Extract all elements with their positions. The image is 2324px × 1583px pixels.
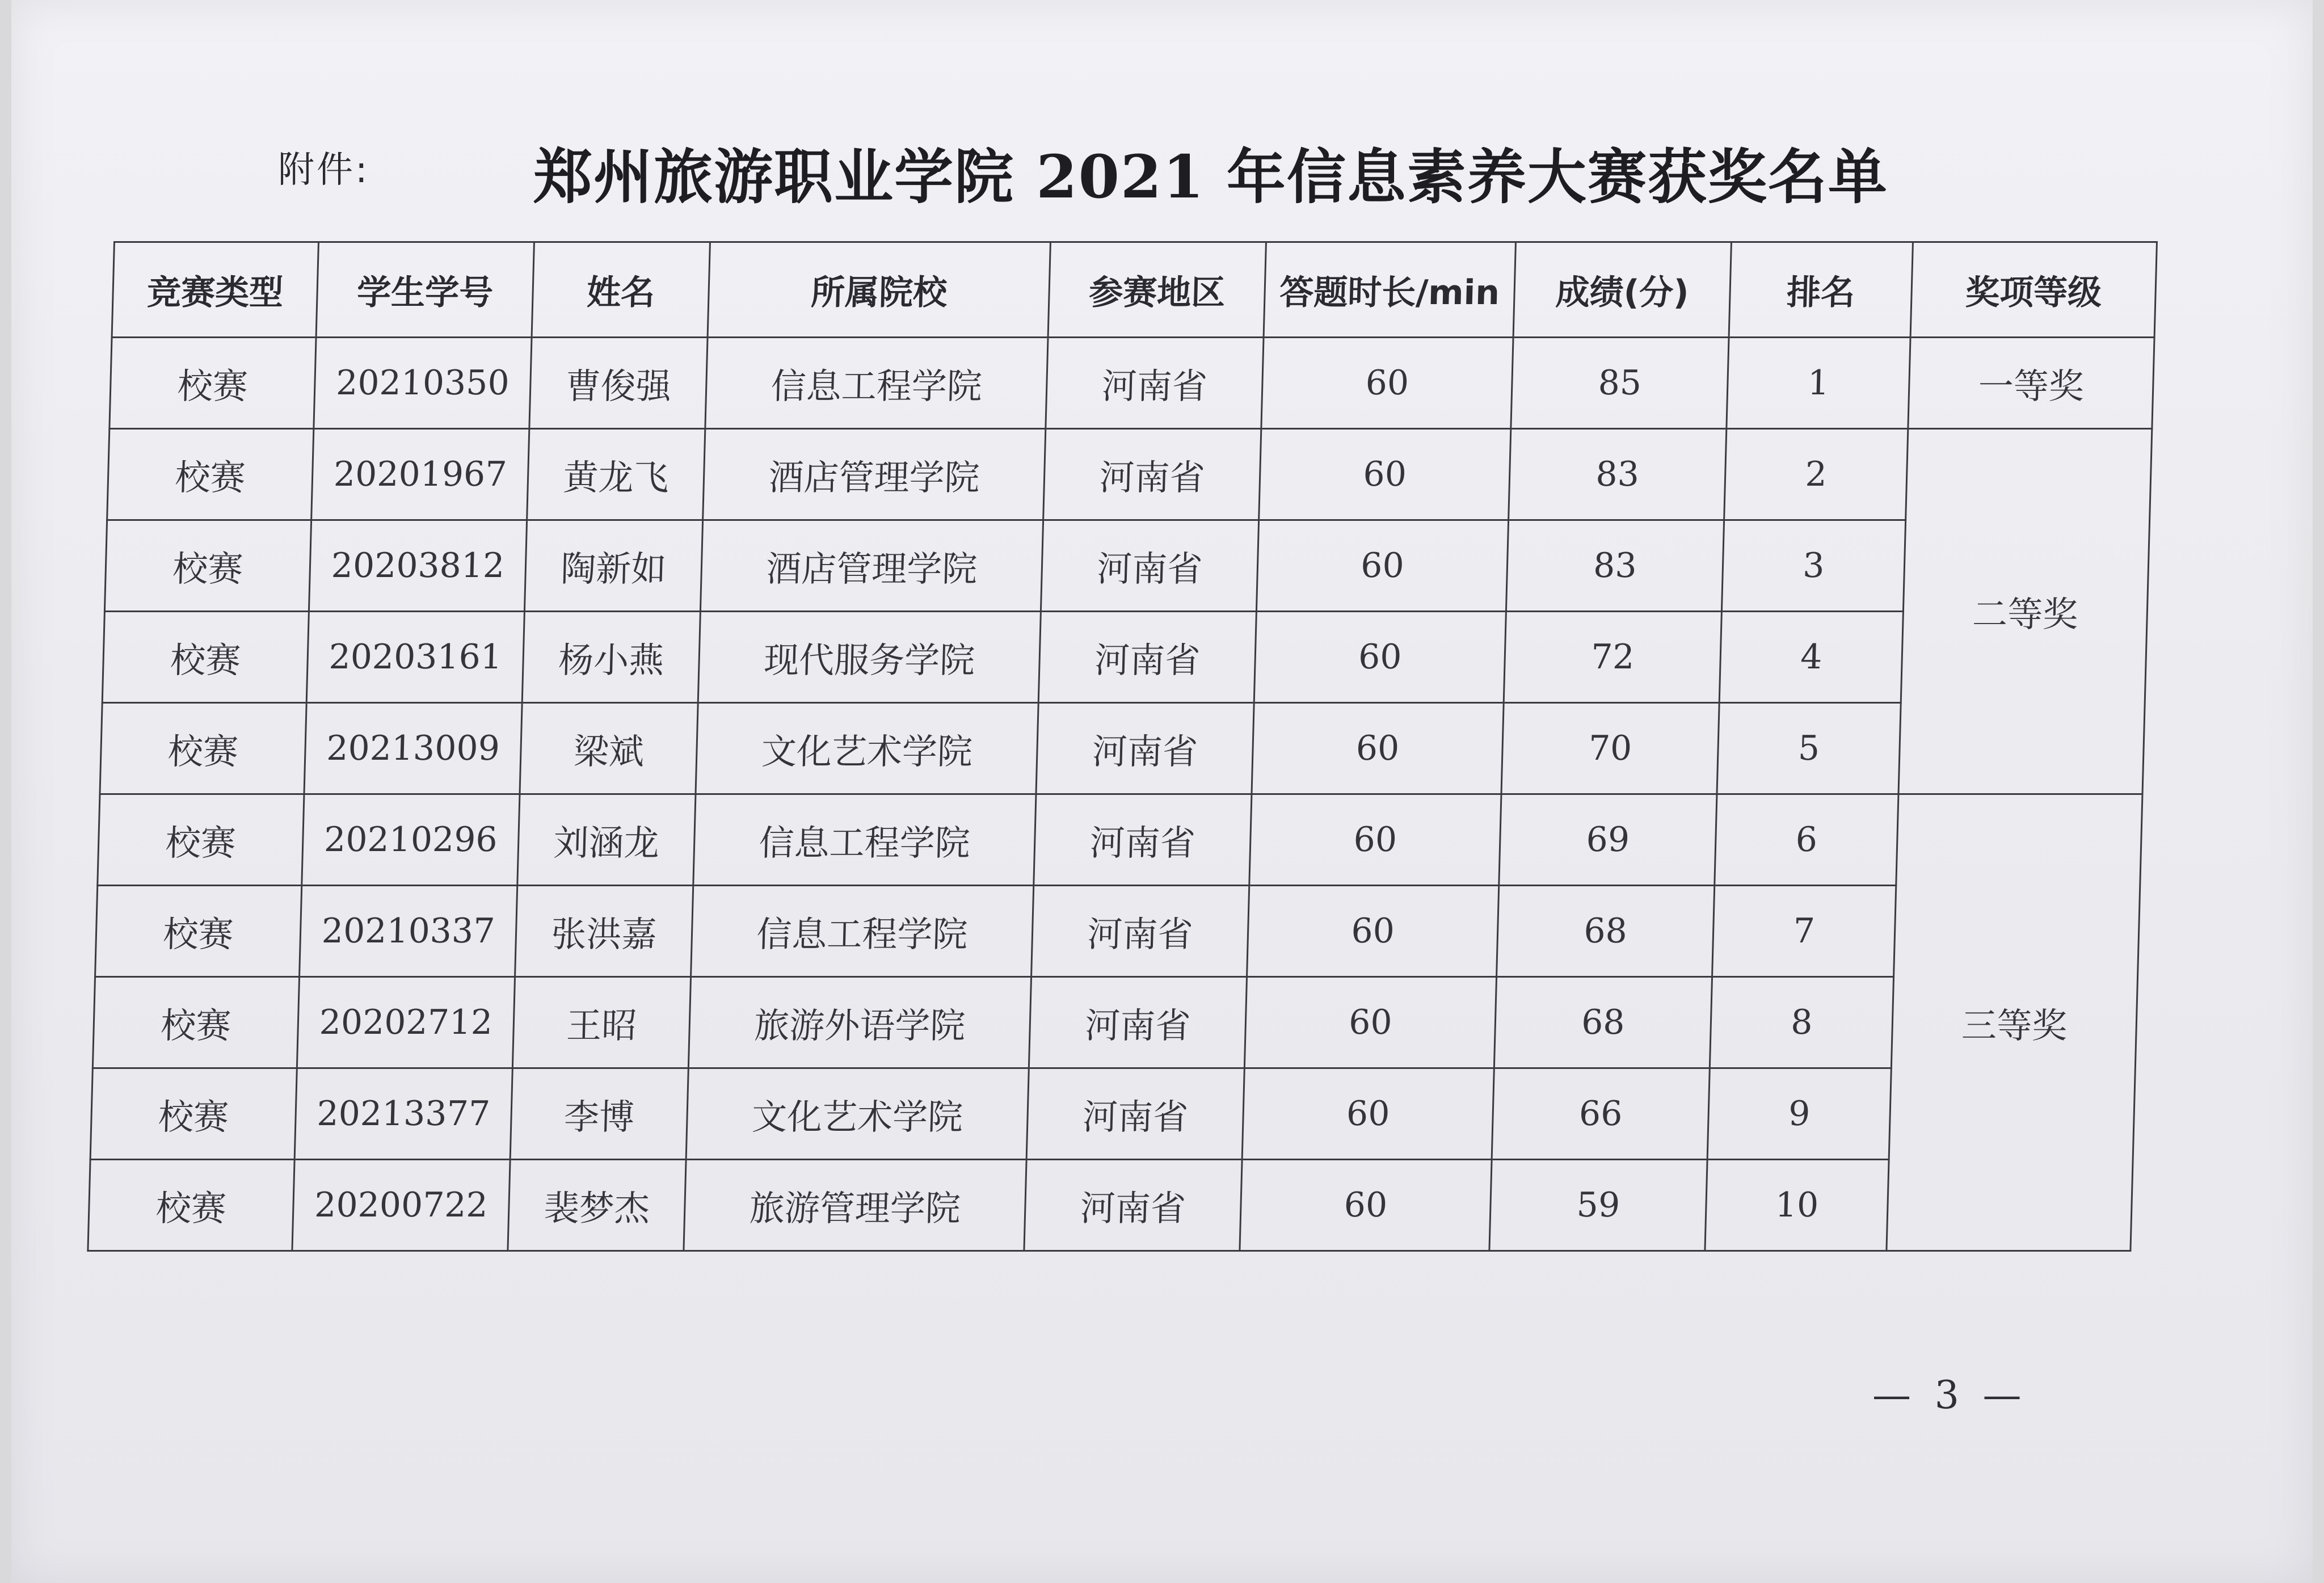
page-number: — 3 — — [1872, 1373, 2027, 1418]
cell-rank: 1 — [1727, 338, 1910, 429]
header-type: 竞赛类型 — [112, 242, 318, 338]
attachment-label: 附件: — [278, 149, 370, 191]
header-duration: 答题时长/min — [1264, 242, 1515, 338]
cell-region: 河南省 — [1041, 520, 1258, 612]
cell-duration: 60 — [1244, 977, 1496, 1068]
cell-student-id: 20203812 — [309, 520, 527, 612]
cell-award-first: 一等奖 — [1908, 338, 2154, 429]
cell-name: 杨小燕 — [522, 612, 700, 703]
cell-rank: 9 — [1707, 1068, 1891, 1160]
cell-rank: 3 — [1721, 520, 1905, 612]
cell-student-id: 20213377 — [294, 1068, 512, 1160]
table-row — [92, 977, 2137, 1068]
cell-score: 66 — [1492, 1068, 1710, 1160]
cell-rank: 7 — [1712, 886, 1896, 977]
cell-score: 85 — [1511, 338, 1729, 429]
cell-score: 59 — [1489, 1160, 1707, 1251]
header-rank: 排名 — [1729, 242, 1913, 338]
cell-college: 旅游外语学院 — [688, 977, 1031, 1068]
cell-score: 68 — [1497, 886, 1715, 977]
cell-score: 72 — [1504, 612, 1721, 703]
cell-score: 69 — [1499, 794, 1717, 886]
cell-type: 校赛 — [104, 520, 311, 612]
cell-score: 68 — [1494, 977, 1712, 1068]
cell-type: 校赛 — [88, 1160, 294, 1251]
cell-type: 校赛 — [95, 886, 302, 977]
cell-student-id: 20203161 — [306, 612, 524, 703]
cell-student-id: 20200722 — [292, 1160, 510, 1251]
cell-college: 文化艺术学院 — [696, 703, 1038, 794]
cell-duration: 60 — [1242, 1068, 1494, 1160]
cell-student-id: 20213009 — [304, 703, 522, 794]
cell-region: 河南省 — [1024, 1160, 1242, 1251]
cell-type: 校赛 — [102, 612, 309, 703]
cell-region: 河南省 — [1026, 1068, 1244, 1160]
cell-name: 刘涵龙 — [517, 794, 696, 886]
cell-college: 酒店管理学院 — [703, 429, 1046, 520]
header-name: 姓名 — [532, 242, 710, 338]
header-college: 所属院校 — [708, 242, 1050, 338]
cell-name: 梁斌 — [520, 703, 698, 794]
cell-college: 旅游管理学院 — [684, 1160, 1026, 1251]
header-score: 成绩(分) — [1513, 242, 1731, 338]
table-header-row — [112, 242, 2157, 338]
cell-type: 校赛 — [98, 794, 304, 886]
cell-award-second: 二等奖 — [1898, 429, 2152, 794]
header-region: 参赛地区 — [1048, 242, 1266, 338]
cell-region: 河南省 — [1043, 429, 1261, 520]
cell-college: 文化艺术学院 — [686, 1068, 1029, 1160]
header-award: 奖项等级 — [1910, 242, 2157, 338]
cell-type: 校赛 — [100, 703, 306, 794]
cell-rank: 5 — [1717, 703, 1901, 794]
award-table — [87, 241, 2158, 1252]
table-row — [110, 338, 2154, 429]
cell-name: 王昭 — [512, 977, 691, 1068]
cell-name: 黄龙飞 — [527, 429, 705, 520]
cell-duration: 60 — [1249, 794, 1501, 886]
table-row — [100, 703, 2145, 794]
cell-rank: 6 — [1715, 794, 1898, 886]
cell-region: 河南省 — [1029, 977, 1247, 1068]
cell-student-id: 20210296 — [302, 794, 520, 886]
cell-type: 校赛 — [92, 977, 299, 1068]
cell-name: 张洪嘉 — [515, 886, 693, 977]
cell-duration: 60 — [1252, 703, 1504, 794]
cell-college: 信息工程学院 — [691, 886, 1034, 977]
header-student-id: 学生学号 — [316, 242, 534, 338]
cell-region: 河南省 — [1034, 794, 1252, 886]
table-row — [102, 612, 2147, 703]
cell-duration: 60 — [1254, 612, 1506, 703]
document-page — [11, 0, 2313, 1583]
cell-college: 酒店管理学院 — [700, 520, 1043, 612]
cell-name: 曹俊强 — [529, 338, 708, 429]
table-row — [95, 886, 2140, 977]
table-row — [107, 429, 2152, 520]
table-row — [104, 520, 2149, 612]
cell-rank: 8 — [1710, 977, 1893, 1068]
cell-college: 信息工程学院 — [705, 338, 1048, 429]
cell-duration: 60 — [1240, 1160, 1492, 1251]
cell-student-id: 20210337 — [300, 886, 517, 977]
cell-region: 河南省 — [1036, 703, 1254, 794]
cell-student-id: 20210350 — [314, 338, 532, 429]
cell-score: 83 — [1506, 520, 1724, 612]
cell-type: 校赛 — [90, 1068, 297, 1160]
cell-duration: 60 — [1256, 520, 1508, 612]
cell-name: 李博 — [510, 1068, 688, 1160]
cell-score: 70 — [1501, 703, 1719, 794]
cell-type: 校赛 — [107, 429, 314, 520]
cell-college: 信息工程学院 — [693, 794, 1036, 886]
cell-duration: 60 — [1259, 429, 1511, 520]
cell-region: 河南省 — [1046, 338, 1264, 429]
table-row — [90, 1068, 2135, 1160]
cell-college: 现代服务学院 — [698, 612, 1041, 703]
cell-student-id: 20202712 — [297, 977, 515, 1068]
cell-score: 83 — [1509, 429, 1727, 520]
document-title: 郑州旅游职业学院 2021 年信息素养大赛获奖名单 — [533, 142, 1888, 212]
cell-award-third: 三等奖 — [1887, 794, 2142, 1251]
cell-name: 陶新如 — [524, 520, 702, 612]
cell-student-id: 20201967 — [311, 429, 529, 520]
cell-region: 河南省 — [1038, 612, 1256, 703]
cell-name: 裴梦杰 — [508, 1160, 686, 1251]
cell-type: 校赛 — [110, 338, 316, 429]
cell-rank: 2 — [1724, 429, 1908, 520]
cell-rank: 4 — [1719, 612, 1903, 703]
cell-duration: 60 — [1261, 338, 1513, 429]
table-row — [88, 1160, 2133, 1251]
table-row — [98, 794, 2142, 886]
cell-region: 河南省 — [1032, 886, 1249, 977]
cell-duration: 60 — [1247, 886, 1499, 977]
cell-rank: 10 — [1705, 1160, 1889, 1251]
